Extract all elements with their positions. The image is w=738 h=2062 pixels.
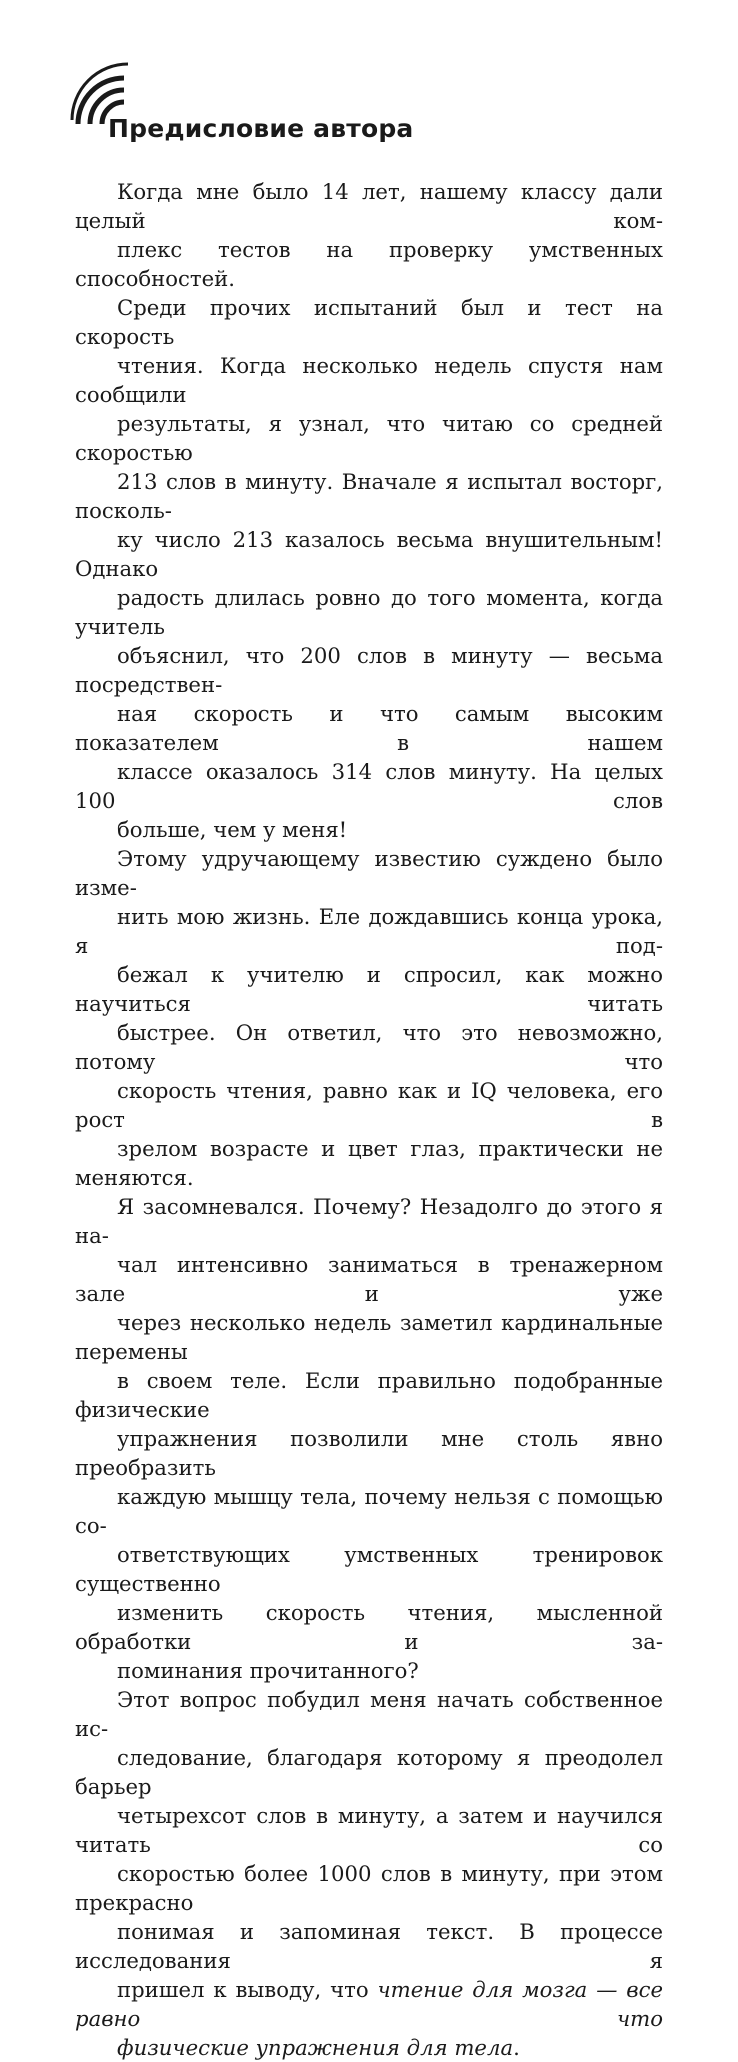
text-line: каждую мышцу тела, почему нельзя с помощью со- <box>75 1484 663 1538</box>
text-line: быстрее. Он ответил, что это невозможно, потому что <box>75 1020 663 1074</box>
text-line: скорость чтения, равно как и IQ человека, его рост в <box>75 1078 663 1132</box>
body-text <box>75 177 663 2062</box>
chapter-title: Предисловие автора <box>108 114 414 143</box>
text-line: больше, чем у меня! <box>117 817 348 842</box>
text-line: плекс тестов на проверку умственных способностей. <box>75 237 663 291</box>
text-line: бежал к учителю и спросил, как можно научиться читать <box>75 962 663 1016</box>
text-line: через несколько недель заметил кардинальные перемены <box>75 1310 663 1364</box>
text-line: Среди прочих испытаний был и тест на скорость <box>75 295 663 349</box>
text-line: объяснил, что 200 слов в минуту — весьма посредствен- <box>75 643 663 697</box>
text-line: Этому удручающему известию суждено было изме- <box>75 846 663 900</box>
text-line: в своем теле. Если правильно подобранные физические <box>75 1368 663 1422</box>
text-line: результаты, я узнал, что читаю со средней скоростью <box>75 411 663 465</box>
text-line: упражнения позволили мне столь явно преобразить <box>75 1426 663 1480</box>
paragraph-2 <box>75 293 663 844</box>
text-run: пришел к выводу, что <box>117 1977 378 2002</box>
text-line: ная скорость и что самым высоким показателем в нашем <box>75 701 663 755</box>
text-line: Я засомневался. Почему? Незадолго до этого я на- <box>75 1194 663 1248</box>
text-line: 213 слов в минуту. Вначале я испытал восторг, посколь- <box>75 469 663 523</box>
text-line: нить мою жизнь. Еле дождавшись конца урока, я под- <box>75 904 663 958</box>
text-line: поминания прочитанного? <box>117 1658 419 1683</box>
text-line <box>75 2033 663 2062</box>
text-line: четырехсот слов в минуту, а затем и научился читать со <box>75 1803 663 1857</box>
text-line: ответствующих умственных тренировок существенно <box>75 1542 663 1596</box>
emphasis-text: чтение для мозга — все равно что <box>75 1977 663 2031</box>
paragraph-5 <box>75 1685 663 2062</box>
paragraph-3 <box>75 844 663 1192</box>
text-line: скоростью более 1000 слов в минуту, при этом прекрасно <box>75 1861 663 1915</box>
text-line <box>75 1975 663 2033</box>
text-run: . <box>513 2035 520 2060</box>
text-line: зрелом возрасте и цвет глаз, практически не меняются. <box>75 1136 663 1190</box>
text-line: следование, благодаря которому я преодолел барьер <box>75 1745 663 1799</box>
text-line: понимая и запоминая текст. В процессе исследования я <box>75 1919 663 1973</box>
text-line: радость длилась ровно до того момента, когда учитель <box>75 585 663 639</box>
paragraph-1 <box>75 177 663 293</box>
text-line: изменить скорость чтения, мысленной обработки и за- <box>75 1600 663 1654</box>
paragraph-4 <box>75 1192 663 1685</box>
text-line: ку число 213 казалось весьма внушительным! Однако <box>75 527 663 581</box>
text-line: Этот вопрос побудил меня начать собственное ис- <box>75 1687 663 1741</box>
text-line: чал интенсивно заниматься в тренажерном зале и уже <box>75 1252 663 1306</box>
text-line: чтения. Когда несколько недель спустя нам сообщили <box>75 353 663 407</box>
text-line: классе оказалось 314 слов минуту. На целых 100 слов <box>75 759 663 813</box>
emphasis-text: физические упражнения для тела <box>117 2035 514 2060</box>
text-line: Когда мне было 14 лет, нашему классу дали целый ком- <box>75 179 663 233</box>
